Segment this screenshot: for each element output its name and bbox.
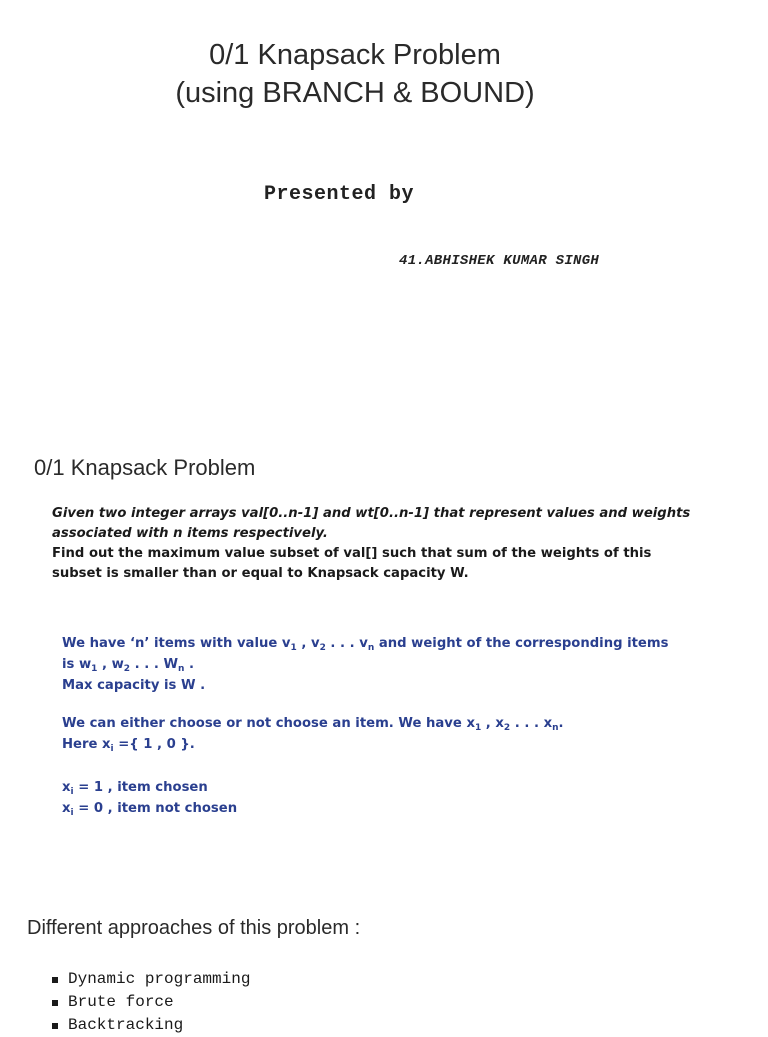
bullet-icon [52,1023,58,1029]
slide-title [0,36,710,112]
chosen-line: $x_i = 1$ , item chosen [62,780,208,797]
choice-line: We can either choose or not choose an item. We have $x_1$ , $x_2$ . . . $x_n$. [62,716,564,733]
description-line-2: associated with n items respectively. [52,526,328,541]
approaches-list [52,968,250,1037]
title-line-1: 0/1 Knapsack Problem [209,39,501,71]
items-line: We have ‘n’ items with value $v_1$ , $v_2$ . . . $v_n$ and weight of the corresponding items [62,636,669,653]
not-chosen-line: $x_i = 0$ , item not chosen [62,801,238,818]
presented-by-label: Presented by [264,183,415,206]
list-item: Dynamic programming [52,968,250,991]
description-line-3: Find out the maximum value subset of val[] such that sum of the weights of this [52,546,652,561]
problem-heading: 0/1 Knapsack Problem [34,455,256,480]
choice-definition [62,713,702,755]
list-item: Backtracking [52,1014,250,1037]
author-name: 41.ABHISHEK KUMAR SINGH [399,253,600,269]
max-capacity-line: Max capacity is W . [62,678,206,693]
description-line-4: subset is smaller than or equal to Knapsack capacity W. [52,566,469,581]
choice-values [62,777,702,819]
description-line-1: Given two integer arrays val[0..n-1] and wt[0..n-1] that represent values and weights [52,506,691,521]
approaches-heading: Different approaches of this problem : [27,917,361,939]
list-item: Brute force [52,991,250,1014]
bullet-icon [52,1000,58,1006]
items-definition [62,633,702,696]
title-line-2: (using BRANCH & BOUND) [175,77,535,109]
here-line: Here $x_i$ ={ 1 , 0 }. [62,737,195,754]
problem-description [52,504,732,584]
bullet-icon [52,977,58,983]
weights-line: is $w_1$ , $w_2$ . . . $W_n$ . [62,657,195,674]
